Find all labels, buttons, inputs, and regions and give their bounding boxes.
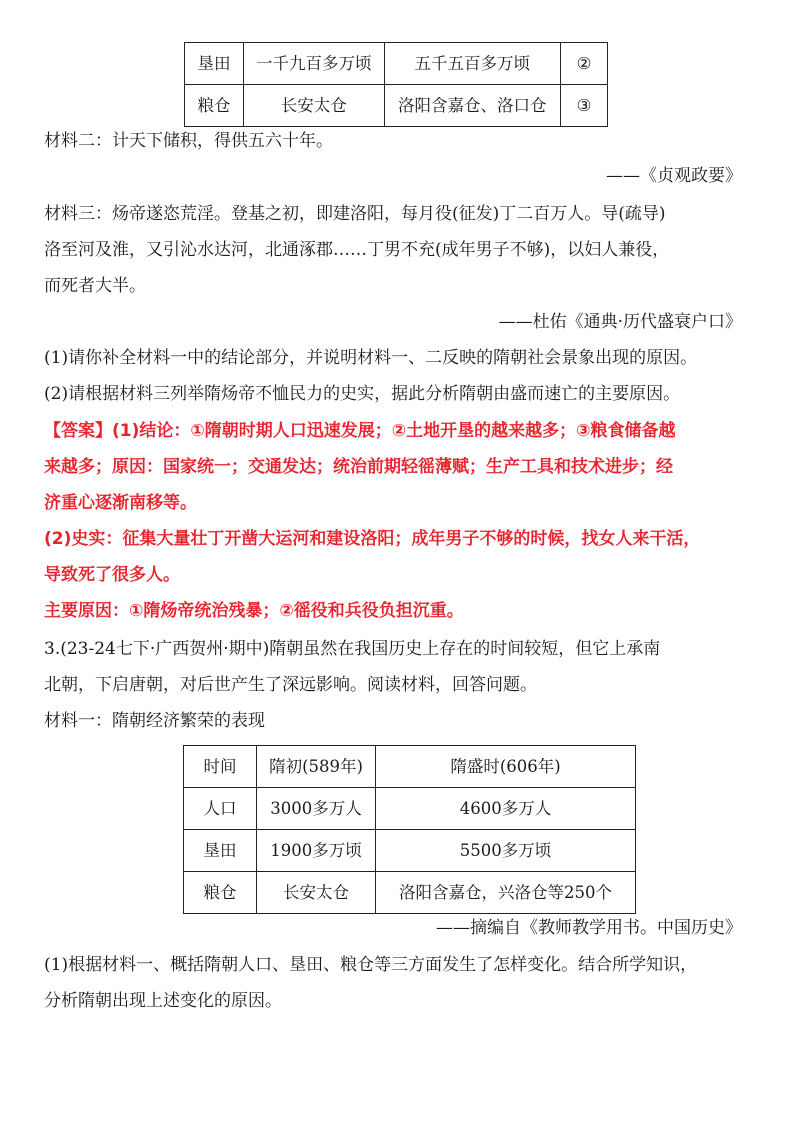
table-cell: 3000多万人 xyxy=(257,788,376,830)
question3-stem: 北朝，下启唐朝，对后世产生了深远影响。阅读材料，回答问题。 xyxy=(44,675,537,695)
table-cell: 垦田 xyxy=(185,43,244,85)
table-cell: ③ xyxy=(561,85,608,127)
question-1: (1)请你补全材料一中的结论部分，并说明材料一、二反映的隋朝社会景象出现的原因。 xyxy=(44,348,698,368)
question3-part1: (1)根据材料一、概括隋朝人口、垦田、粮仓等三方面发生了怎样变化。结合所学知识， xyxy=(44,955,698,975)
material3-line: 洛至河及淮，又引沁水达河，北通涿郡……丁男不充(成年男子不够)，以妇人兼役， xyxy=(44,240,670,260)
answer-line: (2)史实：征集大量壮丁开凿大运河和建设洛阳；成年男子不够的时候，找女人来干活， xyxy=(44,529,701,549)
question3-part1: 分析隋朝出现上述变化的原因。 xyxy=(44,991,282,1011)
table-cell: 五千五百多万顷 xyxy=(384,43,561,85)
table-cell: 洛阳含嘉仓，兴洛仓等250个 xyxy=(376,872,636,914)
table-cell: 一千九百多万顷 xyxy=(243,43,384,85)
material3-line: 而死者大半。 xyxy=(44,276,146,296)
material3-source: ——杜佑《通典·历代盛衰户口》 xyxy=(498,312,742,332)
table-header-row xyxy=(184,746,636,788)
material2-source: ——《贞观政要》 xyxy=(606,166,742,186)
table-cell: 5500多万顷 xyxy=(376,830,636,872)
question3-stem: 3.(23-24七下·广西贺州·期中)隋朝虽然在我国历史上存在的时间较短，但它上承南 xyxy=(44,639,661,659)
table-header-cell: 隋盛时(606年) xyxy=(376,746,636,788)
table-row xyxy=(185,43,608,85)
table-row xyxy=(185,85,608,127)
material1-table xyxy=(183,745,636,914)
answer-line: 济重心逐渐南移等。 xyxy=(44,493,197,513)
table-cell: 垦田 xyxy=(184,830,257,872)
answer-line: 主要原因：①隋炀帝统治残暴；②徭役和兵役负担沉重。 xyxy=(44,601,464,621)
table-cell: 粮仓 xyxy=(185,85,244,127)
table-cell: 粮仓 xyxy=(184,872,257,914)
table-row xyxy=(184,830,636,872)
material1-title: 材料一：隋朝经济繁荣的表现 xyxy=(44,711,265,731)
table-cell: 长安太仓 xyxy=(243,85,384,127)
table2-source: ——摘编自《教师教学用书。中国历史》 xyxy=(436,918,742,938)
table-cell: 人口 xyxy=(184,788,257,830)
table-row xyxy=(184,788,636,830)
answer-line: 导致死了很多人。 xyxy=(44,565,180,585)
answer-line: 来越多；原因：国家统一；交通发达；统治前期轻徭薄赋；生产工具和技术进步；经 xyxy=(44,457,673,477)
table-cell: 1900多万顷 xyxy=(257,830,376,872)
table-cell: 4600多万人 xyxy=(376,788,636,830)
table-header-cell: 时间 xyxy=(184,746,257,788)
answer-line: 【答案】(1)结论：①隋朝时期人口迅速发展；②土地开垦的越来越多；③粮食储备越 xyxy=(44,421,676,441)
material1-table-continued xyxy=(184,42,608,127)
material2-text: 材料二：计天下储积，得供五六十年。 xyxy=(44,131,333,151)
table-header-cell: 隋初(589年) xyxy=(257,746,376,788)
table-cell: 洛阳含嘉仓、洛口仓 xyxy=(384,85,561,127)
table-row xyxy=(184,872,636,914)
table-cell: 长安太仓 xyxy=(257,872,376,914)
material3-line: 材料三：炀帝遂恣荒淫。登基之初，即建洛阳，每月役(征发)丁二百万人。导(疏导) xyxy=(44,204,666,224)
question-2: (2)请根据材料三列举隋炀帝不恤民力的史实，据此分析隋朝由盛而速亡的主要原因。 xyxy=(44,384,681,404)
table-cell: ② xyxy=(561,43,608,85)
